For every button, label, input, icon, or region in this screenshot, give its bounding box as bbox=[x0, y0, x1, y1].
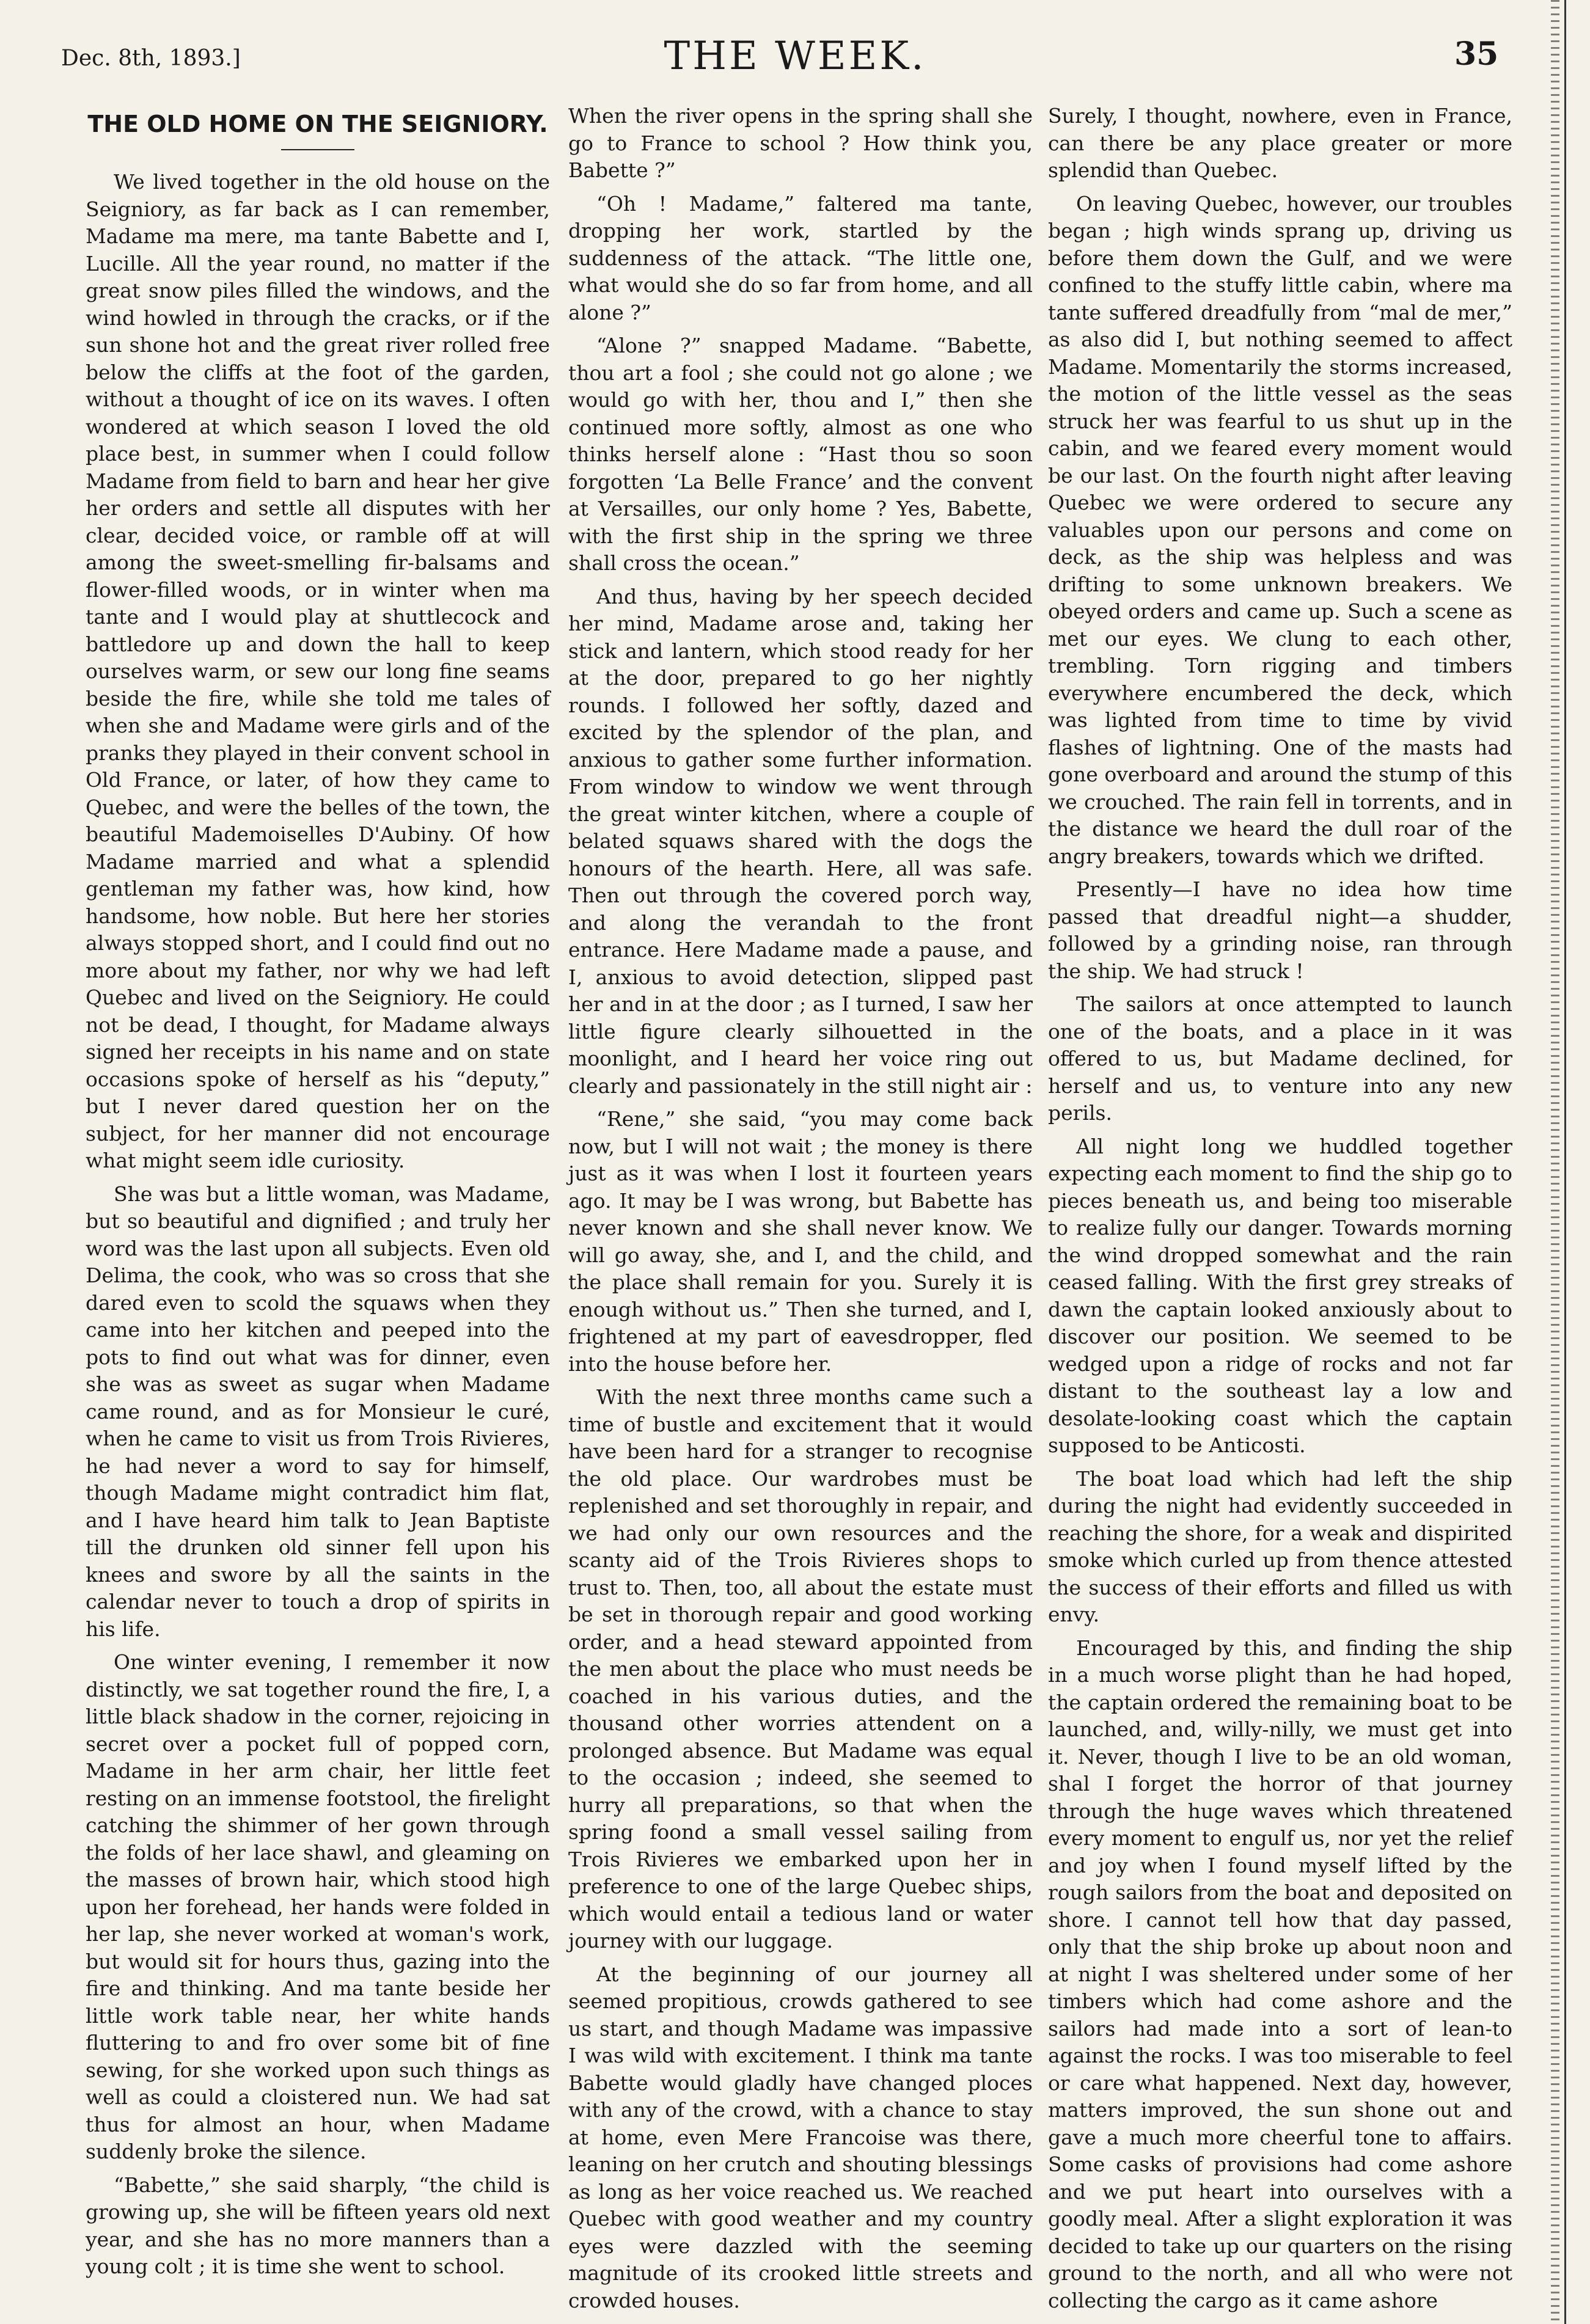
paragraph: “Rene,” she said, “you may come back now, but I will not wait ; the money is there just as it was when I lost it fourteen years ago. It may be I was wrong, but Babette has never known and she shall never know. We will go away, she, and I, and the child, and the place shall remain for you. Surely it is enough without us.” Then she turned, and I, frightened at my part of eavesdropper, fled into the house before her. bbox=[568, 1107, 1033, 1376]
newspaper-title: THE WEEK. bbox=[664, 34, 926, 79]
paragraph: Presently—I have no idea how time passed that dreadful night—a shudder, followed by a grinding noise, ran through the ship. We had struck ! bbox=[1048, 877, 1512, 983]
paragraph: “Oh ! Madame,” faltered ma tante, dropping her work, startled by the suddenness of the attack. “The little one, what would she do so far from home, and all alone ?” bbox=[568, 191, 1033, 324]
paragraph: Encouraged by this, and finding the ship in a much worse plight than he had hoped, the captain ordered the remaining boat to be launched, and, willy-nilly, we must get into it. Never, though I live to be an old woman, shal I forget the horror of that journey through the huge waves which threatened every moment to engulf us, nor yet the relief and joy when I found myself lifted by the rough sailors from the boat and deposited on shore. I cannot tell how that day passed, only that the ship broke up about noon and at night I was sheltered under some of her timbers which had come ashore and the sailors had made into a sort of lean-to against the rocks. I was too miserable to feel or care what happened. Next day, however, matters improved, the sun shone out and gave a much more cheerful tone to affairs. Some casks of provisions had come ashore and we put heart into ourselves with a goodly meal. After a slight exploration it was decided to take up our quarters on the rising ground to the north, and all who were not collecting the cargo as it came ashore bbox=[1048, 1635, 1512, 2312]
column-3 bbox=[1048, 103, 1512, 2312]
column-1 bbox=[86, 103, 550, 2278]
column-2 bbox=[568, 103, 1033, 2312]
page-header bbox=[0, 0, 1590, 92]
page-edge-line bbox=[1564, 0, 1566, 2324]
page-number: 35 bbox=[1454, 35, 1499, 73]
paragraph: When the river opens in the spring shall she go to France to school ? How think you, Babette ?” bbox=[568, 104, 1033, 182]
paragraph: “Babette,” she said sharply, “the child is growing up, she will be fifteen years old next year, and she has no more manners than a young colt ; it is time she went to school. bbox=[86, 2172, 550, 2278]
paragraph: On leaving Quebec, however, our troubles began ; high winds sprang up, driving us before them down the Gulf, and we were confined to the stuffy little cabin, where ma tante suffered dreadfully from “mal de mer,” as also did I, but nothing seemed to affect Madame. Momentarily the storms increased, the motion of the little vessel as the seas struck her was fearful to us shut up in the cabin, and we feared every moment would be our last. On the fourth night after leaving Quebec we were ordered to secure any valuables upon our persons and come on deck, as the ship was helpless and was drifting to some unknown breakers. We obeyed orders and came up. Such a scene as met our eyes. We clung to each other, trembling. Torn rigging and timbers everywhere encumbered the deck, which was lighted from time to time by vivid flashes of lightning. One of the masts had gone overboard and around the stump of this we crouched. The rain fell in torrents, and in the distance we heard the dull roar of the angry breakers, towards which we drifted. bbox=[1048, 191, 1512, 868]
paragraph: “Alone ?” snapped Madame. “Babette, thou art a fool ; she could not go alone ; we would go with her, thou and I,” then she continued more softly, almost as one who thinks herself alone : “Hast thou so soon forgotten ‘La Belle France’ and the convent at Versailles, our only home ? Yes, Babette, with the first ship in the spring we three shall cross the ocean.” bbox=[568, 334, 1033, 575]
issue-date: Dec. 8th, 1893.] bbox=[61, 46, 241, 71]
paragraph: The boat load which had left the ship during the night had evidently succeeded in reaching the shore, for a weak and dispirited smoke which curled up from thence attested the success of their efforts and filled us with envy. bbox=[1048, 1466, 1512, 1626]
paragraph: With the next three months came such a time of bustle and excitement that it would have been hard for a stranger to recognise the old place. Our wardrobes must be replenished and set thoroughly in repair, and we had only our own resources and the scanty aid of the Trois Rivieres shops to trust to. Then, too, all about the estate must be set in thorough repair and good working order, and a head steward appointed from the men about the place who must needs be coached in his various duties, and the thousand other worries attendent on a prolonged absence. But Madame was equal to the occasion ; indeed, she seemed to hurry all preparations, so that when the spring foond a small vessel sailing from Trois Rivieres we embarked upon her in preference to one of the large Quebec ships, which would entail a tedious land or water journey with our luggage. bbox=[568, 1385, 1033, 1953]
paragraph: At the beginning of our journey all seemed propitious, crowds gathered to see us start, and though Madame was impassive I was wild with excitement. I think ma tante Babette would gladly have changed ploces with any of the crowd, with a chance to stay at home, even Mere Francoise was there, leaning on her crutch and shouting blessings as long as her voice reached us. We reached Quebec with good weather and my country eyes were dazzled with the seeming magnitude of its crooked little streets and crowded houses. bbox=[568, 1962, 1033, 2312]
binding-edge bbox=[1551, 0, 1559, 2324]
paragraph: Surely, I thought, nowhere, even in France, can there be any place greater or more splendid than Quebec. bbox=[1048, 104, 1512, 182]
paragraph: She was but a little woman, was Madame, but so beautiful and dignified ; and truly her word was the last upon all subjects. Even old Delima, the cook, who was so cross that she dared even to scold the squaws when they came into her kitchen and peeped into the pots to find out what was for dinner, even she was as sweet as sugar when Madame came round, and as for Monsieur le curé, when he came to visit us from Trois Rivieres, he had never a word to say for himself, though Madame might contradict him flat, and I have heard him talk to Jean Baptiste till the drunken old sinner fell upon his knees and swore by all the saints in the calendar never to touch a drop of spirits in his life. bbox=[86, 1182, 550, 1641]
headline-rule bbox=[281, 149, 354, 150]
paragraph: We lived together in the old house on the Seigniory, as far back as I can remember, Madame ma mere, ma tante Babette and I, Lucille. All the year round, no matter if the great snow piles filled the windows, and the wind howled in through the cracks, or if the sun shone hot and the great river rolled free below the cliffs at the foot of the garden, without a thought of ice on its waves. I often wondered at which season I loved the old place best, in summer when I could follow Madame from field to barn and hear her give her orders and settle all disputes with her clear, decided voice, or ramble off at will among the sweet-smelling fir-balsams and flower-filled woods, or in winter when ma tante and I would play at shuttlecock and battledore up and down the hall to keep ourselves warm, or sew our long fine seams beside the fire, while she told me tales of when she and Madame were girls and of the pranks they played in their convent school in Old France, or later, of how they came to Quebec, and were the belles of the town, the beautiful Mademoiselles D'Aubiny. Of how Madame married and what a splendid gentleman my father was, how kind, how handsome, how noble. But here her stories always stopped short, and I could find out no more about my father, nor why we had left Quebec and lived on the Seigniory. He could not be dead, I thought, for Madame always signed her receipts in his name and on state occasions spoke of herself as his “deputy,” but I never dared question her on the subject, for her manner did not encourage what might seem idle curiosity. bbox=[86, 170, 550, 1172]
article-headline: THE OLD HOME ON THE SEIGNIORY. bbox=[87, 111, 548, 137]
paragraph: And thus, having by her speech decided her mind, Madame arose and, taking her stick and lantern, which stood ready for her at the door, prepared to go her nightly rounds. I followed her softly, dazed and excited by the splendor of the plan, and anxious to gather some further information. From window to window we went through the great winter kitchen, where a couple of belated squaws shared with the dogs the honours of the hearth. Here, all was safe. Then out through the covered porch way, and along the verandah to the front entrance. Here Madame made a pause, and I, anxious to avoid detection, slipped past her and in at the door ; as I turned, I saw her little figure clearly silhouetted in the moonlight, and I heard her voice ring out clearly and passionately in the still night air : bbox=[568, 584, 1033, 1098]
paragraph: The sailors at once attempted to launch one of the boats, and a place in it was offered to us, but Madame declined, for herself and us, to venture into any new perils. bbox=[1048, 992, 1512, 1125]
paragraph: One winter evening, I remember it now distinctly, we sat together round the fire, I, a little black shadow in the corner, rejoicing in secret over a pocket full of popped corn, Madame in her arm chair, her little feet resting on an immense footstool, the firelight catching the shimmer of her gown through the folds of her lace shawl, and gleaming on the masses of brown hair, which stood high upon her forehead, her hands were folded in her lap, she never worked at woman's work, but would sit for hours thus, gazing into the fire and thinking. And ma tante beside her little work table near, her white hands fluttering to and fro over some bit of fine sewing, for she worked upon such things as well as could a cloistered nun. We had sat thus for almost an hour, when Madame suddenly broke the silence. bbox=[86, 1650, 550, 2163]
paragraph: All night long we huddled together expecting each moment to find the ship go to pieces beneath us, and being too miserable to realize fully our danger. Towards morning the wind dropped somewhat and the rain ceased falling. With the first grey streaks of dawn the captain looked anxiously about to discover our position. We seemed to be wedged upon a ridge of rocks and not far distant to the southeast lay a low and desolate-looking coast which the captain supposed to be Anticosti. bbox=[1048, 1134, 1512, 1457]
